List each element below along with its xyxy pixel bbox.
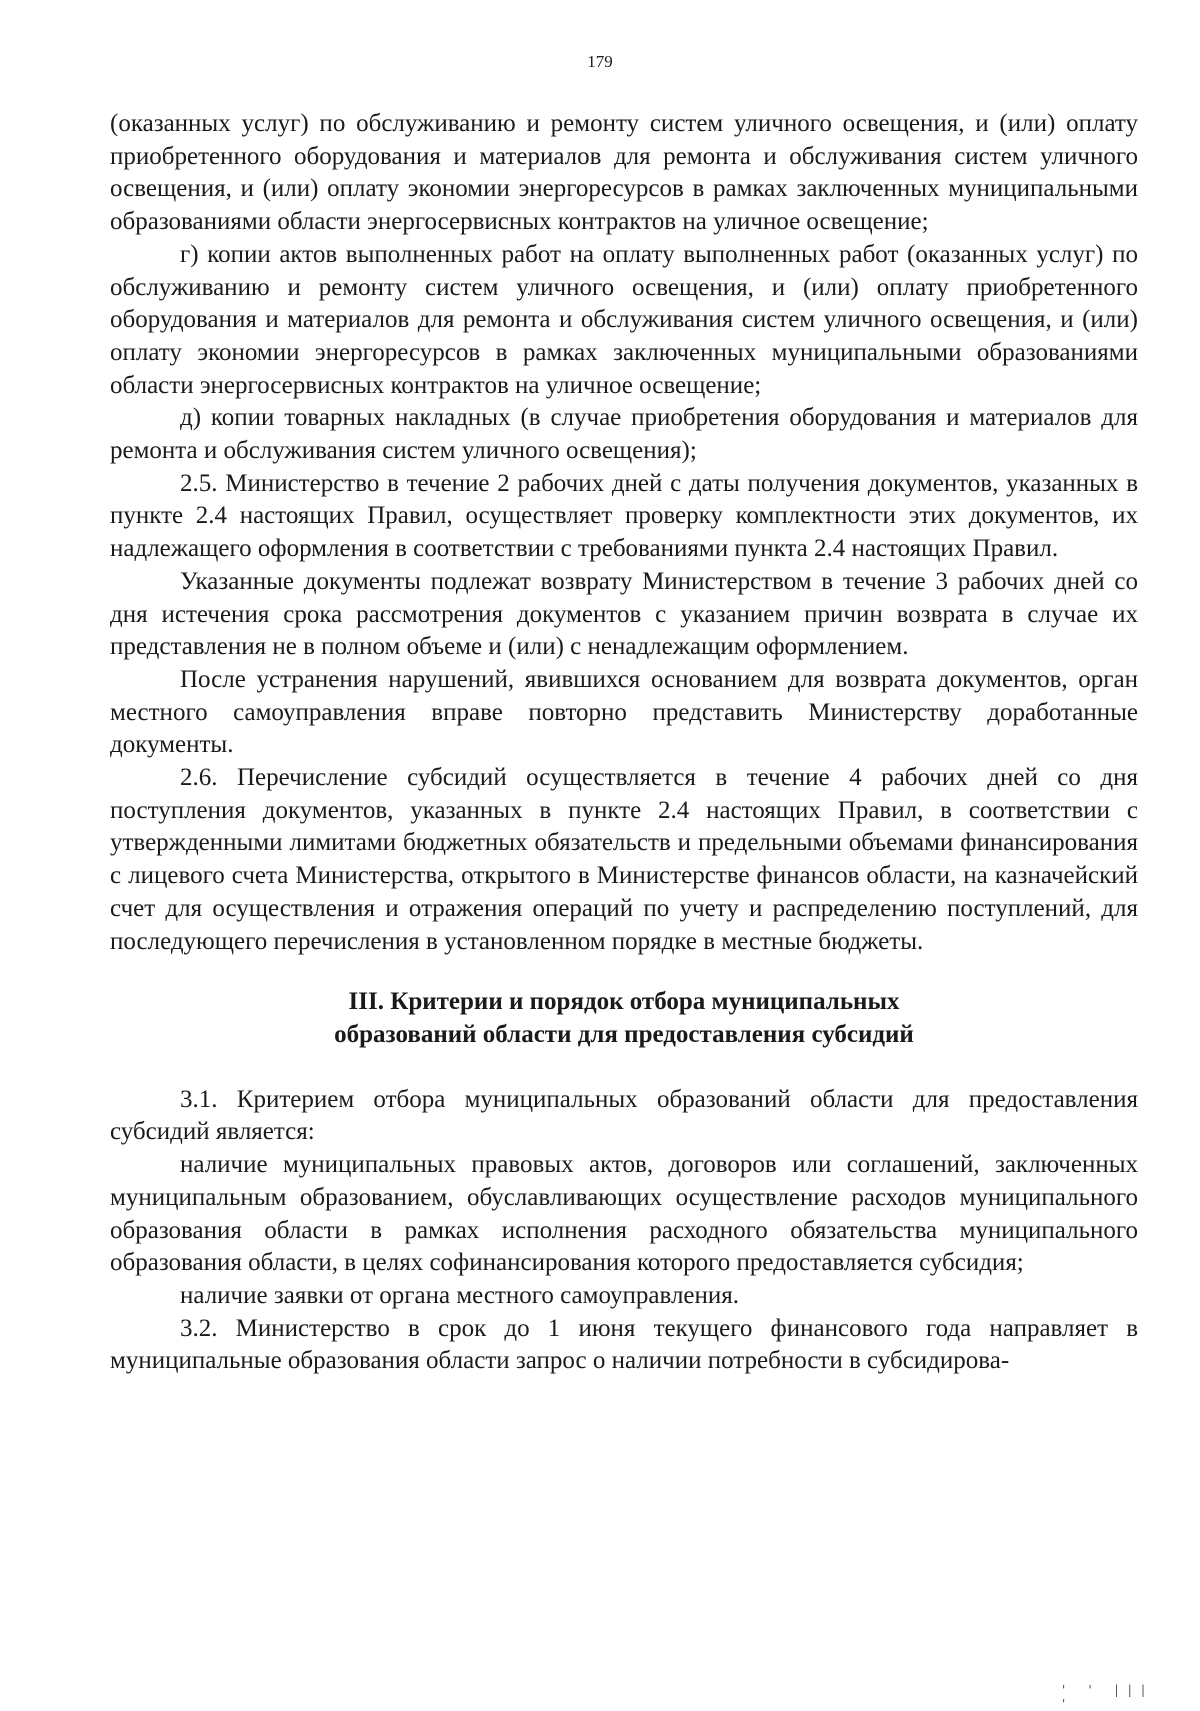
document-body: [110, 108, 1138, 1378]
section-heading-line-1: III. Критерии и порядок отбора муниципальных: [348, 988, 900, 1016]
paragraph-item-d: д) копии товарных накладных (в случае приобретения оборудования и материалов для ремонта и обслуживания систем уличного освещения);: [110, 404, 1138, 465]
section-heading: [110, 986, 1138, 1051]
scan-edge-mark: ' ' ||| ': [1060, 1683, 1153, 1711]
page-number: 179: [587, 52, 613, 71]
paragraph-continuation: (оказанных услуг) по обслуживанию и ремонту систем уличного освещения, и (или) оплату приобретенного оборудования и материалов для ремонта и обслуживания систем уличного освещения, и (или) оплату экономии энергоресурсов в рамках заключенных муниципальными образованиями области энергосервисных контрактов на уличное освещение;: [110, 110, 1138, 236]
paragraph-resubmission: После устранения нарушений, явившихся основанием для возврата документов, орган местного самоуправления вправе повторно представить Министерству доработанные документы.: [110, 665, 1138, 759]
paragraph-criterion-legal-acts: наличие муниципальных правовых актов, договоров или соглашений, заключенных муниципальным образованием, обуславливающих осуществление расходов муниципального образования области в рамках исполнения расходного обязательства муниципального образования области, в целях софинансирования которого предоставляется субсидия;: [110, 1151, 1138, 1277]
section-heading-line-2: образований области для предоставления субсидий: [334, 1020, 914, 1048]
paragraph-clause-3-2: 3.2. Министерство в срок до 1 июня текущего финансового года направляет в муниципальные образования области запрос о наличии потребности в субсидирова-: [110, 1314, 1138, 1375]
paragraph-clause-3-1: 3.1. Критерием отбора муниципальных образований области для предоставления субсидий является:: [110, 1085, 1138, 1146]
paragraph-criterion-application: наличие заявки от органа местного самоуправления.: [180, 1281, 740, 1309]
paragraph-clause-2-5: 2.5. Министерство в течение 2 рабочих дней с даты получения документов, указанных в пункте 2.4 настоящих Правил, осуществляет проверку комплектности этих документов, их надлежащего оформления в соответствии с требованиями пункта 2.4 настоящих Правил.: [110, 469, 1138, 563]
paragraph-clause-2-6: 2.6. Перечисление субсидий осуществляется в течение 4 рабочих дней со дня поступления документов, указанных в пункте 2.4 настоящих Правил, в соответствии с утвержденными лимитами бюджетных обязательств и предельными объемами финансирования с лицевого счета Министерства, открытого в Министерстве финансов области, на казначейский счет для осуществления и отражения операций по учету и распределению поступлений, для последующего перечисления в установленном порядке в местные бюджеты.: [110, 764, 1138, 955]
paragraph-item-g: г) копии актов выполненных работ на оплату выполненных работ (оказанных услуг) по обслуживанию и ремонту систем уличного освещения, и (или) оплату приобретенного оборудования и материалов для ремонта и обслуживания систем уличного освещения, и (или) оплату экономии энергоресурсов в рамках заключенных муниципальными образованиями области энергосервисных контрактов на уличное освещение;: [110, 240, 1138, 399]
paragraph-return-documents: Указанные документы подлежат возврату Министерством в течение 3 рабочих дней со дня истечения срока рассмотрения документов с указанием причин возврата в случае их представления не в полном объеме и (или) с ненадлежащим оформлением.: [110, 567, 1138, 661]
